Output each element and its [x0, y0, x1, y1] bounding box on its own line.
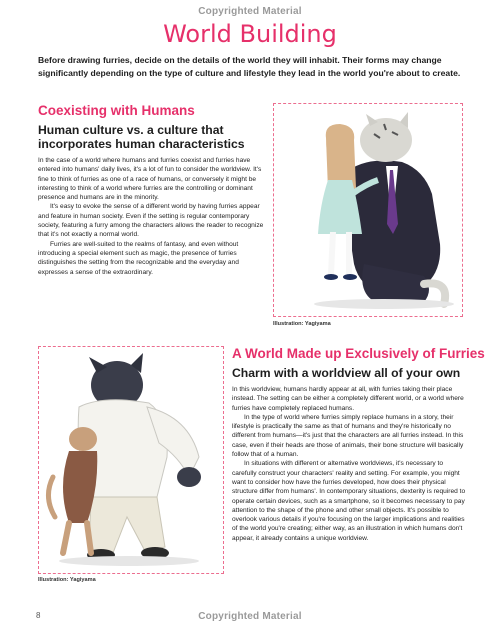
- section2-subtitle: Charm with a worldview all of your own: [232, 366, 461, 380]
- header-watermark: Copyrighted Material: [198, 6, 302, 17]
- section2-body: [232, 385, 468, 543]
- page-number: 8: [36, 611, 41, 620]
- section2-credit: Illustration: Yagiyama: [38, 577, 96, 583]
- section1-title: Coexisting with Humans: [38, 103, 195, 118]
- section2-paragraph: In situations with different or alternative worldviews, it's necessary to carefully construct your characters' reality and setting. For example, you might want to consider how have the furries developed, how does their physical structure differ from humans'. In contemporary situations, dexterity is required to operate certain devices, such as a smartphone, so it becomes necessary to pay attention to the shape of the phone and other small objects. It's possible to overlook various details if you're focusing on the larger implications and realities of the world you're creating; either way, as an illustration in which humans don't appear, it already contains a unique worldview.: [232, 460, 466, 542]
- section2-paragraph: In this worldview, humans hardly appear at all, with furries taking their place instead. The setting can be either a completely different world, or a world where furries have completely replaced humans.: [232, 386, 464, 412]
- section1-paragraph: In the case of a world where humans and furries coexist and furries have entered into humans' daily lives, it's a lot of fun to consider the worldview. It's fine to think of furries as one of a race of humans, or conversely it might be interesting to think of a world where furries are the controlling or dominant presence and humans are in the minority.: [38, 157, 262, 202]
- illustration-tiger-and-girl: [273, 103, 463, 317]
- section1-paragraph: It's easy to evoke the sense of a different world by having furries appear and feature in human society. Even if the setting is regular contemporary society, featuring a furry among the characters allows the reader to recognize that it's not exactly a normal world.: [38, 203, 264, 239]
- footer-watermark: Copyrighted Material: [198, 611, 302, 622]
- section1-credit: Illustration: Yagiyama: [273, 321, 331, 327]
- illustration-furries-only: [38, 346, 224, 574]
- section1-paragraph: Furries are well-suited to the realms of fantasy, and even without introducing a special element such as magic, the presence of furries distinguishes the setting from the recognizable and the everyday and expresses a sense of the extraordinary.: [38, 240, 239, 276]
- section1-body: [38, 156, 266, 277]
- intro-paragraph: Before drawing furries, decide on the details of the world they will inhabit. Their forms may change significantly depending on the type of culture and lifestyle they lead in the world you're about to create.: [38, 55, 461, 78]
- section2-paragraph: In the type of world where furries simply replace humans in a story, their lifestyle is practically the same as that of humans and they're historically no different from humans—it's just that the characters are all furries instead. In this case, even if their heads are those of animals, their bone structure will basically follow that of a human.: [232, 413, 464, 459]
- illustration-furries-only-art: [39, 347, 223, 573]
- page-title: World Building: [163, 20, 337, 48]
- section2-title: A World Made up Exclusively of Furries: [232, 346, 485, 361]
- illustration-tiger-and-girl-art: [274, 104, 462, 316]
- section1-subtitle: Human culture vs. a culture that incorporates human characteristics: [38, 123, 245, 151]
